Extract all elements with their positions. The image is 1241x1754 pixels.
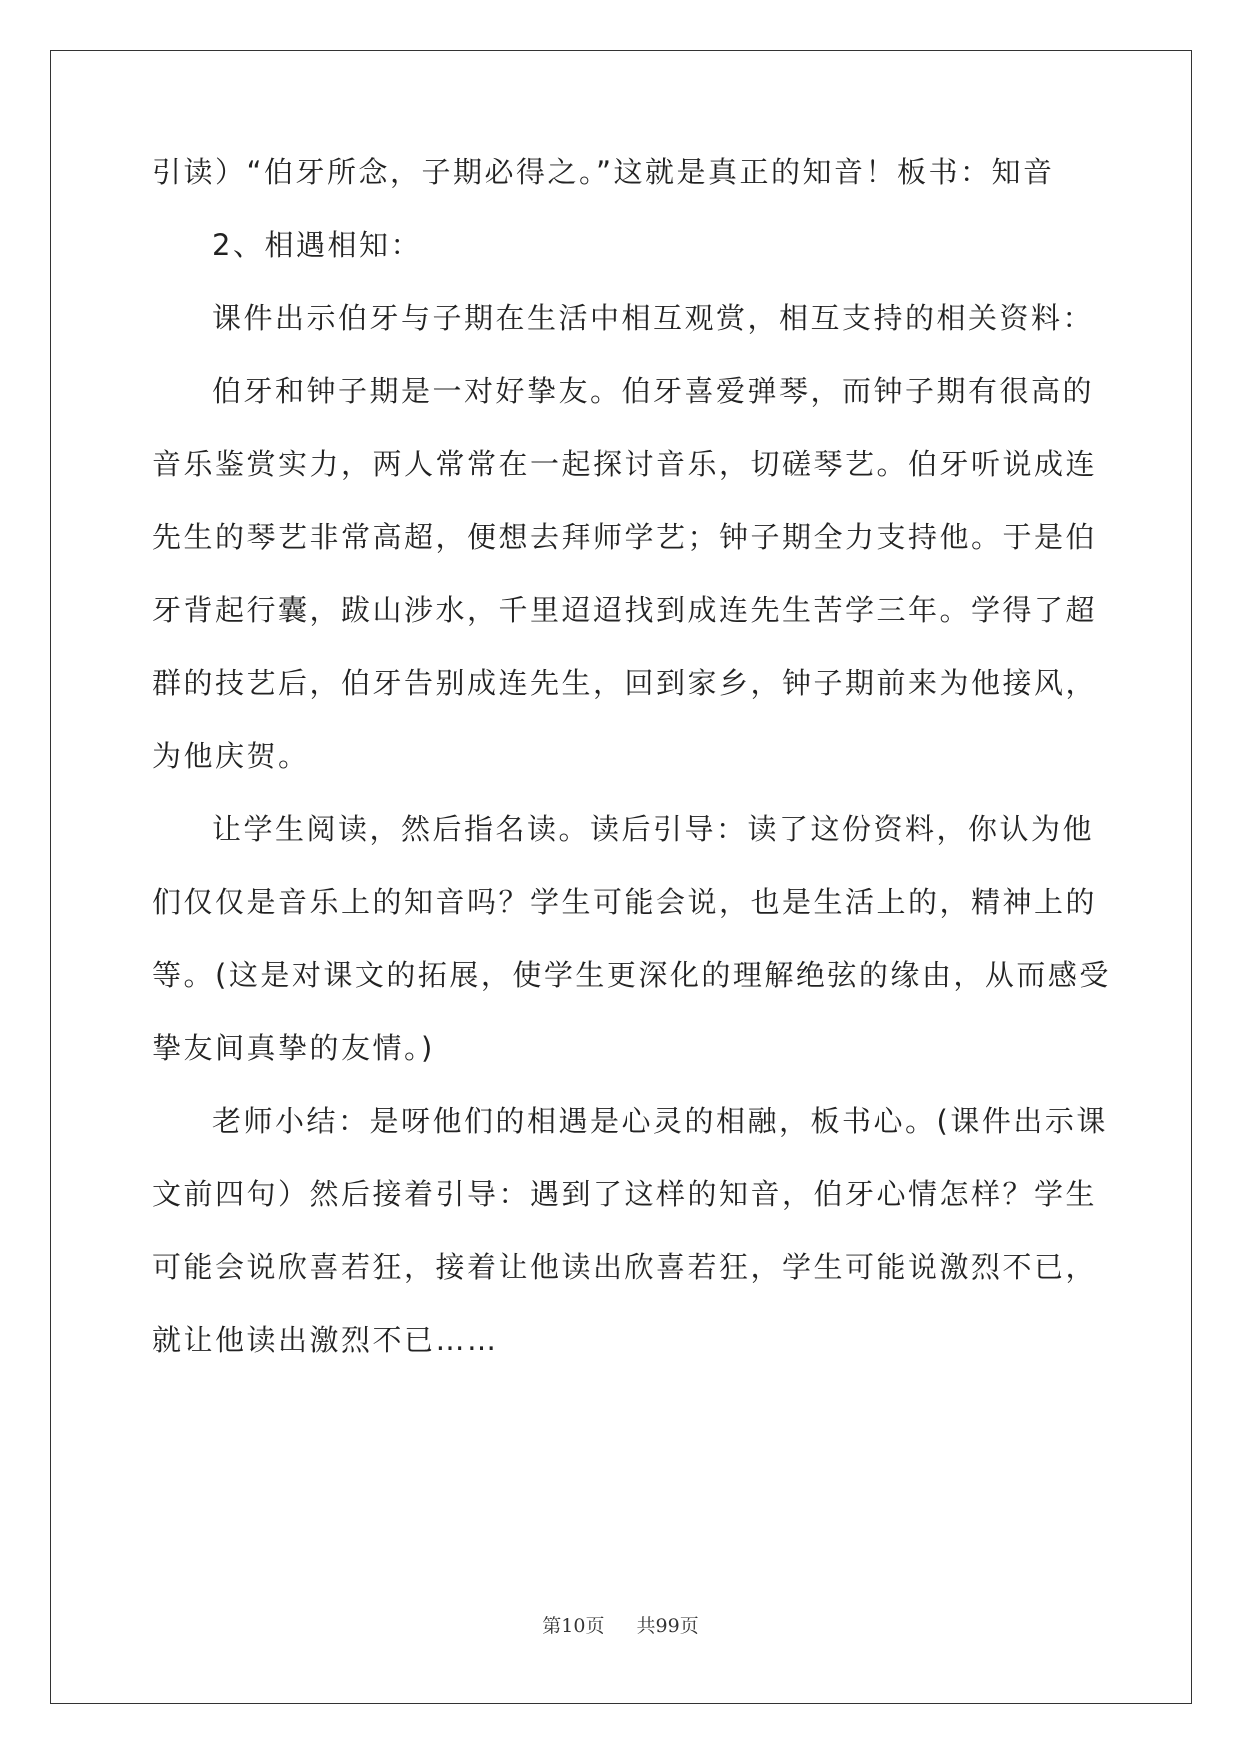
text-line: 牙背起行囊，跋山涉水，千里迢迢找到成连先生苦学三年。学得了超 (152, 593, 1098, 627)
section-heading: 2、相遇相知： (212, 228, 422, 262)
text-line: 伯牙和钟子期是一对好挚友。伯牙喜爱弹琴，而钟子期有很高的 (212, 374, 1095, 408)
text-line: 让学生阅读，然后指名读。读后引导：读了这份资料，你认为他 (212, 812, 1095, 846)
text-line: 老师小结：是呀他们的相遇是心灵的相融，板书心。(课件出示课 (212, 1104, 1108, 1138)
page-number: 第10页 (542, 1615, 605, 1637)
text-line: 课件出示伯牙与子期在生活中相互观赏，相互支持的相关资料： (212, 301, 1095, 335)
text-line: 音乐鉴赏实力，两人常常在一起探讨音乐，切磋琴艺。伯牙听说成连 (152, 447, 1098, 481)
text-line: 们仅仅是音乐上的知音吗？学生可能会说，也是生活上的，精神上的 (152, 885, 1098, 919)
text-line: 可能会说欣喜若狂，接着让他读出欣喜若狂，学生可能说激烈不已， (152, 1250, 1098, 1284)
text-line: 群的技艺后，伯牙告别成连先生，回到家乡，钟子期前来为他接风， (152, 666, 1098, 700)
page-footer (0, 1614, 1241, 1638)
text-line: 挚友间真挚的友情。) (152, 1031, 435, 1065)
text-line: 文前四句）然后接着引导：遇到了这样的知音，伯牙心情怎样？学生 (152, 1177, 1098, 1211)
text-line: 就让他读出激烈不已…… (152, 1323, 499, 1357)
text-line: 引读）“伯牙所念，子期必得之。”这就是真正的知音！板书：知音 (152, 155, 1055, 189)
page-total: 共99页 (636, 1615, 699, 1637)
text-line: 等。(这是对课文的拓展，使学生更深化的理解绝弦的缘由，从而感受 (152, 958, 1111, 992)
text-line: 先生的琴艺非常高超，便想去拜师学艺；钟子期全力支持他。于是伯 (152, 520, 1098, 554)
text-line: 为他庆贺。 (152, 739, 310, 773)
